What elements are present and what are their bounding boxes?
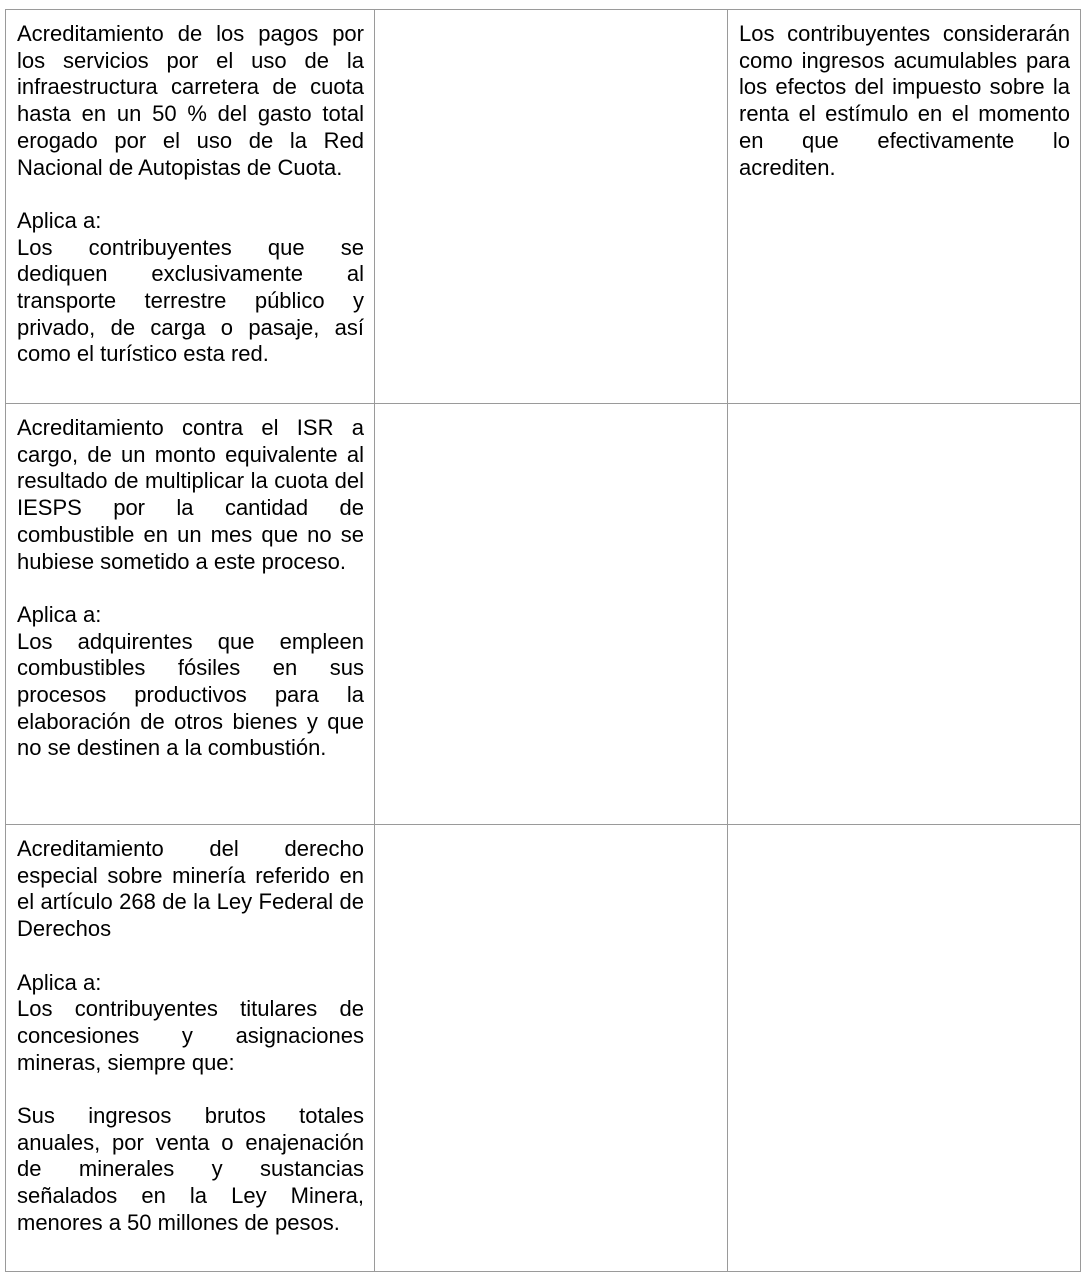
tax-note: Los contribuyentes considerarán como ingresos acumulables para los efectos del impuesto sobre la renta el estímulo en el momento en que efectivamente lo acrediten. — [739, 21, 1070, 180]
middle-cell — [375, 10, 728, 404]
table-row — [6, 404, 1081, 825]
description-cell — [6, 825, 375, 1272]
applies-label: Aplica a: — [17, 207, 102, 233]
right-cell — [728, 10, 1081, 404]
stimulus-description: Acreditamiento de los pagos por los servicios por el uso de la infraestructura carretera de cuota hasta en un 50 % del gasto total erogado por el uso de la Red Nacional de Autopistas de Cuota. — [17, 21, 364, 180]
stimulus-description: Acreditamiento contra el ISR a cargo, de un monto equivalente al resultado de multiplicar la cuota del IESPS por la cantidad de combustible en un mes que no se hubiese sometido a este proceso. — [17, 415, 364, 574]
table-row — [6, 825, 1081, 1272]
middle-cell — [375, 404, 728, 825]
description-cell — [6, 404, 375, 825]
applies-text: Los contribuyentes titulares de concesiones y asignaciones mineras, siempre que: — [17, 996, 364, 1075]
applies-label: Aplica a: — [17, 601, 102, 627]
stimulus-table — [5, 9, 1081, 1272]
right-cell — [728, 404, 1081, 825]
middle-cell — [375, 825, 728, 1272]
right-cell — [728, 825, 1081, 1272]
requirement-text: Sus ingresos brutos totales anuales, por venta o enajenación de minerales y sustancias señalados en la Ley Minera, menores a 50 millones de pesos. — [17, 1103, 364, 1235]
applies-text: Los adquirentes que empleen combustibles fósiles en sus procesos productivos para la elaboración de otros bienes y que no se destinen a la combustión. — [17, 628, 364, 761]
description-cell — [6, 10, 375, 404]
applies-label: Aplica a: — [17, 969, 102, 995]
applies-text: Los contribuyentes que se dediquen exclusivamente al transporte terrestre público y privado, de carga o pasaje, así como el turístico esta red. — [17, 234, 364, 367]
stimulus-description: Acreditamiento del derecho especial sobre minería referido en el artículo 268 de la Ley Federal de Derechos — [17, 836, 364, 942]
table-row — [6, 10, 1081, 404]
